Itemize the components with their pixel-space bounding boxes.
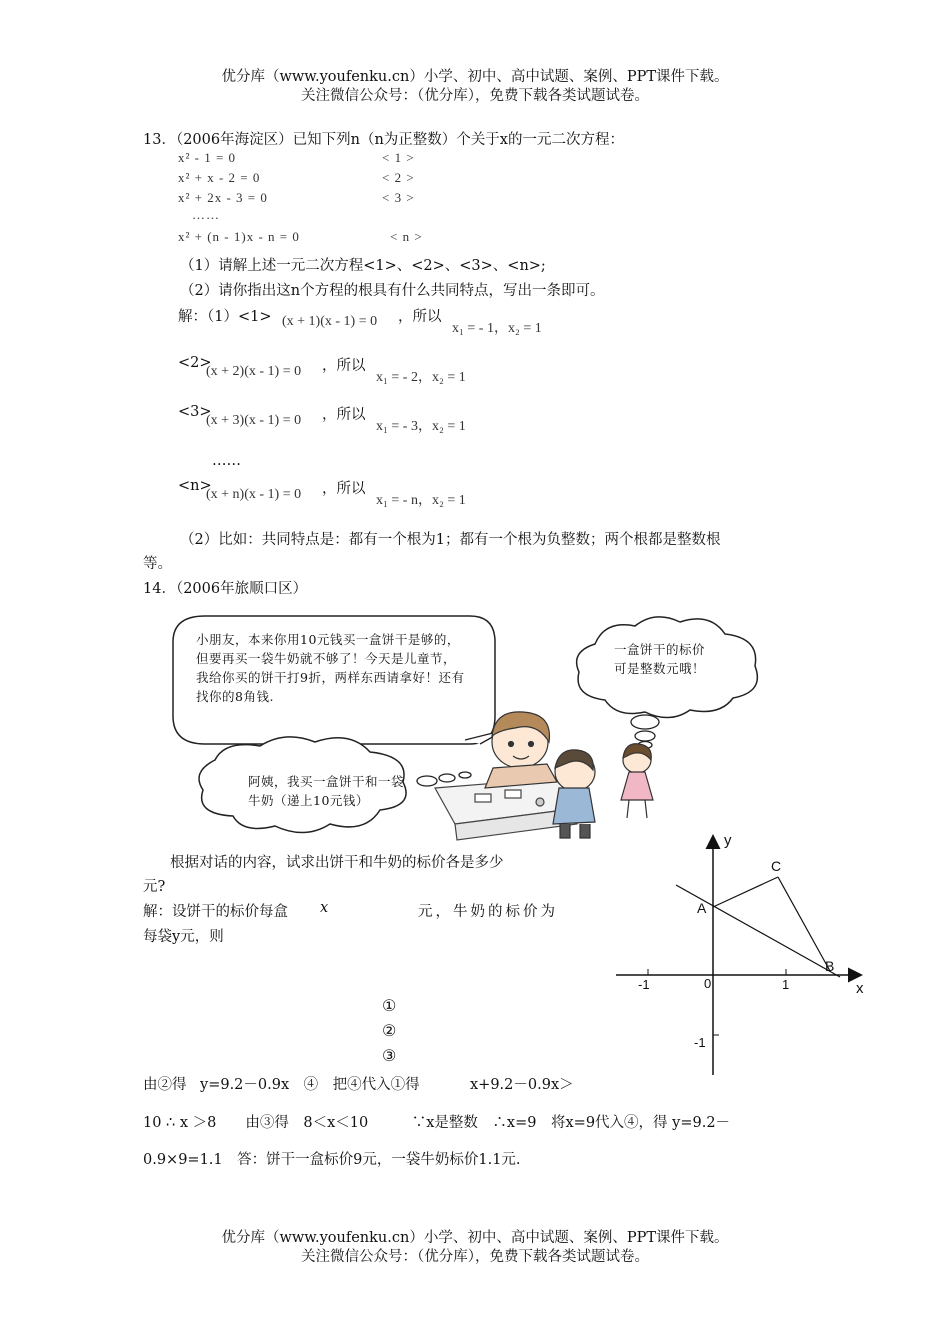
q14-title: 14．（2006年旅顺口区） [143,581,308,597]
solution-2-so: ，所以 [322,358,366,374]
q14-line-b: 10 ∴ x ＞8 由③得 8＜x＜10 ∵x是整数 ∴x=9 将x=9代入④，得 y=9.2－ [143,1115,731,1131]
point-b-label: B [825,958,835,974]
tick-neg1-y: -1 [694,1035,706,1050]
solution-1-roots: x₁ = - 1，x₂ = 1 [452,321,542,336]
solution-n-factored: (x + n)(x - 1) = 0 [206,487,302,502]
circled-1: ① [382,996,397,1015]
q14-question-line1: 根据对话的内容，试求出饼干和牛奶的标价各是多少 [170,855,504,871]
girl-figure [621,744,653,818]
q14-solution-var-x: x [320,900,329,916]
point-a-label: A [697,900,707,916]
segment-a-c [713,877,778,907]
q14-question-line2: 元? [143,879,166,895]
equation-n: x² + (n - 1)x - n = 0 [178,229,300,244]
header-line-2: 关注微信公众号：（优分库），免费下载各类试题试卷。 [301,88,649,104]
tick-neg1-x: -1 [638,977,650,992]
q14-line-a-tail: x+9.2－0.9x＞ [470,1077,574,1093]
solution-label: 解：（1）<1> [178,309,272,325]
solution-3-label: <3> [178,404,212,420]
solution-3-roots: x₁ = - 3，x₂ = 1 [376,419,466,434]
q13-part2: （2）请你指出这n个方程的根具有什么共同特点，写出一条即可。 [180,283,605,299]
coordinate-graph [608,825,878,1080]
footer-line-1: 优分库（www.youfenku.cn）小学、初中、高中试题、案例、PPT课件下载。 [221,1230,729,1246]
solution-n-label: <n> [178,478,212,494]
header-line-1: 优分库（www.youfenku.cn）小学、初中、高中试题、案例、PPT课件下载。 [221,69,729,85]
tick-1-x: 1 [782,977,790,992]
q14-line-c: 0.9×9=1.1 答：饼干一盒标价9元，一袋牛奶标价1.1元. [143,1152,521,1168]
girl-bubble-text: 一盒饼干的标价可是整数元哦！ [614,642,706,676]
axis-x-label: x [856,980,864,997]
equation-2: x² + x - 2 = 0 [178,170,261,185]
line-through-a-b [676,885,840,977]
solution-1-so: ，所以 [398,309,442,325]
equation-n-tag: < n > [390,229,423,244]
equation-1: x² - 1 = 0 [178,150,237,165]
aunt-figure [485,712,557,788]
answer2-line1: （2）比如：共同特点是：都有一个根为1；都有一个根为负整数；两个根都是整数根 [180,532,721,548]
solution-3-so: ，所以 [322,407,366,423]
equation-1-tag: < 1 > [382,150,415,165]
q13-title: 13．（2006年海淀区）已知下列n（n为正整数）个关于x的一元二次方程： [143,132,624,148]
aunt-bubble-text: 小朋友，本来你用10元钱买一盒饼干是够的，但要再买一袋牛奶就不够了！今天是儿童节，我给你买的饼干打9折，两样东西请拿好！还有找你的8角钱. [196,632,465,704]
equation-ellipsis: …… [192,207,220,222]
axis-y-label: y [724,832,732,849]
solution-1-factored: (x + 1)(x - 1) = 0 [282,314,378,329]
q14-line-a-label: 由②得 [143,1077,187,1093]
q13-part1: （1）请解上述一元二次方程<1>、<2>、<3>、<n>; [180,258,546,274]
boy-bubble-text: 阿姨，我买一盒饼干和一袋牛奶（递上10元钱） [248,774,405,808]
equation-3-tag: < 3 > [382,190,415,205]
origin-label: 0 [704,976,712,991]
solution-2-factored: (x + 2)(x - 1) = 0 [206,364,302,379]
solution-2-label: <2> [178,355,212,371]
answer2-line2: 等。 [143,556,172,572]
equation-3: x² + 2x - 3 = 0 [178,190,268,205]
solution-ellipsis: …… [212,453,241,469]
equation-2-tag: < 2 > [382,170,415,185]
q14-solution-line1b: 元，牛奶的标价为 [418,904,558,920]
point-c-label: C [771,858,782,874]
solution-n-so: ，所以 [322,481,366,497]
q14-solution-line1a: 解：设饼干的标价每盒 [143,904,288,920]
solution-n-roots: x₁ = - n，x₂ = 1 [376,493,466,508]
solution-3-factored: (x + 3)(x - 1) = 0 [206,413,302,428]
q14-solution-line2: 每袋y元，则 [143,929,224,945]
circled-3: ③ [382,1046,397,1065]
q14-line-a-expr: y=9.2－0.9x ④ 把④代入①得 [200,1077,420,1093]
solution-2-roots: x₁ = - 2，x₂ = 1 [376,370,466,385]
circled-2: ② [382,1021,397,1040]
footer-line-2: 关注微信公众号：（优分库），免费下载各类试题试卷。 [301,1249,649,1265]
